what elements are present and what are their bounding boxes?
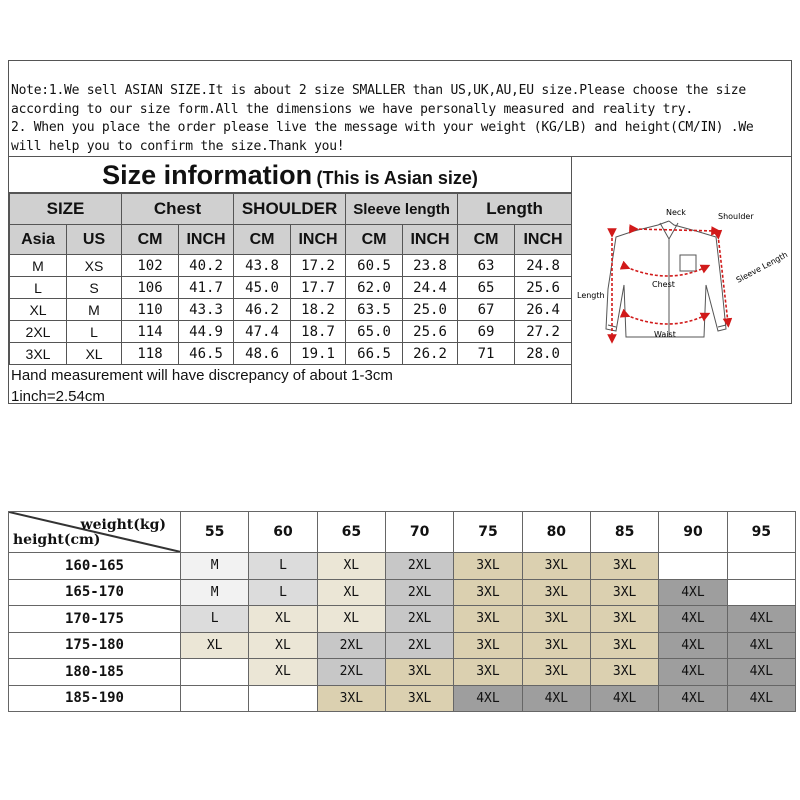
recommended-size-cell: 2XL xyxy=(317,632,385,659)
subheader: INCH xyxy=(179,225,234,255)
height-row xyxy=(9,632,796,659)
recommended-size-cell: 4XL xyxy=(659,606,727,633)
height-range: 175-180 xyxy=(9,632,181,659)
note-line: according to our size form.All the dimensions we have personally measured and reality try. xyxy=(11,101,693,117)
size-row xyxy=(10,255,572,277)
size-row xyxy=(10,343,572,365)
size-cell: 114 xyxy=(122,321,179,343)
size-row xyxy=(10,277,572,299)
recommended-size-cell: XL xyxy=(317,579,385,606)
recommended-size-cell: XL xyxy=(181,632,249,659)
size-cell: 67 xyxy=(458,299,515,321)
recommended-size-cell: 4XL xyxy=(659,685,727,712)
height-row xyxy=(9,579,796,606)
recommended-size-cell: 3XL xyxy=(454,579,522,606)
weight-header: 85 xyxy=(590,512,658,553)
size-cell: 23.8 xyxy=(403,255,458,277)
size-chart-section xyxy=(8,60,792,404)
recommended-size-cell: L xyxy=(249,579,317,606)
recommended-size-cell: XL xyxy=(317,606,385,633)
weight-header: 80 xyxy=(522,512,590,553)
recommended-size-cell: 3XL xyxy=(385,685,453,712)
size-cell: 43.3 xyxy=(179,299,234,321)
size-cell: 18.7 xyxy=(291,321,346,343)
size-cell: M xyxy=(67,299,122,321)
height-row xyxy=(9,606,796,633)
size-cell: 19.1 xyxy=(291,343,346,365)
recommended-size-cell xyxy=(249,685,317,712)
size-title-main: Size information xyxy=(102,160,313,190)
size-cell: 46.5 xyxy=(179,343,234,365)
header-shoulder: SHOULDER xyxy=(234,194,346,225)
subheader: US xyxy=(67,225,122,255)
size-cell: 66.5 xyxy=(346,343,403,365)
recommended-size-cell xyxy=(181,659,249,686)
recommended-size-cell xyxy=(727,553,795,580)
shirt-measure-illustration xyxy=(572,157,791,404)
measurement-notes xyxy=(9,365,571,407)
recommended-size-cell: 4XL xyxy=(659,632,727,659)
weight-header: 70 xyxy=(385,512,453,553)
recommended-size-cell: 4XL xyxy=(727,606,795,633)
recommended-size-cell: 2XL xyxy=(385,579,453,606)
waist-label: Waist xyxy=(654,330,676,339)
size-table xyxy=(9,193,572,365)
recommended-size-cell xyxy=(727,579,795,606)
size-cell: 41.7 xyxy=(179,277,234,299)
size-cell: 17.2 xyxy=(291,255,346,277)
size-cell: 27.2 xyxy=(515,321,572,343)
size-cell: XL xyxy=(10,299,67,321)
subheader: Asia xyxy=(10,225,67,255)
recommended-size-cell: 3XL xyxy=(590,606,658,633)
weight-header: 60 xyxy=(249,512,317,553)
recommended-size-cell: 3XL xyxy=(522,659,590,686)
height-row xyxy=(9,685,796,712)
size-cell: 2XL xyxy=(10,321,67,343)
note-line: will help you to confirm the size.Thank you! xyxy=(11,138,345,154)
size-cell: 63.5 xyxy=(346,299,403,321)
size-cell: 3XL xyxy=(10,343,67,365)
size-row xyxy=(10,321,572,343)
size-title-sub: (This is Asian size) xyxy=(316,168,478,188)
recommended-size-cell: 3XL xyxy=(454,659,522,686)
recommended-size-cell: 4XL xyxy=(659,659,727,686)
subheader: CM xyxy=(346,225,403,255)
size-cell: 26.2 xyxy=(403,343,458,365)
weight-label: weight(kg) xyxy=(80,517,166,533)
size-cell: 48.6 xyxy=(234,343,291,365)
recommended-size-cell: 4XL xyxy=(522,685,590,712)
size-cell: 65 xyxy=(458,277,515,299)
size-row xyxy=(10,299,572,321)
height-row xyxy=(9,553,796,580)
height-range: 180-185 xyxy=(9,659,181,686)
recommended-size-cell: 3XL xyxy=(522,606,590,633)
size-cell: L xyxy=(10,277,67,299)
size-cell: 62.0 xyxy=(346,277,403,299)
chest-label: Chest xyxy=(652,280,675,289)
size-cell: 47.4 xyxy=(234,321,291,343)
recommended-size-cell: 3XL xyxy=(590,632,658,659)
note-line: Note:1.We sell ASIAN SIZE.It is about 2 size SMALLER than US,UK,AU,EU size.Please choose the size xyxy=(11,83,746,98)
size-cell: 110 xyxy=(122,299,179,321)
size-cell: 26.4 xyxy=(515,299,572,321)
size-cell: 60.5 xyxy=(346,255,403,277)
subheader: CM xyxy=(234,225,291,255)
height-range: 160-165 xyxy=(9,553,181,580)
weight-header: 65 xyxy=(317,512,385,553)
size-cell: 106 xyxy=(122,277,179,299)
inch-conversion-note: 1inch=2.54cm xyxy=(11,388,105,405)
size-cell: 45.0 xyxy=(234,277,291,299)
subheader: INCH xyxy=(515,225,572,255)
recommended-size-cell: 3XL xyxy=(590,553,658,580)
recommended-size-cell xyxy=(181,685,249,712)
size-cell: 17.7 xyxy=(291,277,346,299)
recommended-size-cell: 4XL xyxy=(590,685,658,712)
recommended-size-cell: 3XL xyxy=(522,632,590,659)
neck-label: Neck xyxy=(666,208,686,217)
size-cell: 65.0 xyxy=(346,321,403,343)
header-length: Length xyxy=(458,194,572,225)
recommended-size-cell: 3XL xyxy=(454,553,522,580)
recommended-size-cell: 4XL xyxy=(454,685,522,712)
recommended-size-cell: 3XL xyxy=(522,579,590,606)
recommended-size-cell: 2XL xyxy=(385,606,453,633)
size-information xyxy=(9,157,571,404)
size-cell: 25.0 xyxy=(403,299,458,321)
subheader: INCH xyxy=(291,225,346,255)
recommended-size-cell: XL xyxy=(317,553,385,580)
size-cell: 118 xyxy=(122,343,179,365)
recommended-size-cell: 3XL xyxy=(590,579,658,606)
size-cell: 46.2 xyxy=(234,299,291,321)
discrepancy-note: Hand measurement will have discrepancy of about 1-3cm xyxy=(11,367,393,384)
height-range: 170-175 xyxy=(9,606,181,633)
recommended-size-cell: 3XL xyxy=(522,553,590,580)
recommended-size-cell: 2XL xyxy=(317,659,385,686)
size-cell: 24.8 xyxy=(515,255,572,277)
size-cell: 25.6 xyxy=(403,321,458,343)
height-row xyxy=(9,659,796,686)
subheader: INCH xyxy=(403,225,458,255)
recommended-size-cell: 3XL xyxy=(317,685,385,712)
size-cell: 18.2 xyxy=(291,299,346,321)
recommended-size-cell: L xyxy=(181,606,249,633)
subheader: CM xyxy=(458,225,515,255)
shirt-diagram xyxy=(571,157,791,404)
size-cell: 24.4 xyxy=(403,277,458,299)
recommended-size-cell: M xyxy=(181,553,249,580)
recommended-size-cell: M xyxy=(181,579,249,606)
size-cell: 43.8 xyxy=(234,255,291,277)
height-label: height(cm) xyxy=(13,532,101,548)
length-label: Length xyxy=(577,291,605,300)
size-cell: 69 xyxy=(458,321,515,343)
weight-header: 75 xyxy=(454,512,522,553)
header-size: SIZE xyxy=(10,194,122,225)
size-cell: S xyxy=(67,277,122,299)
size-note xyxy=(9,61,791,157)
size-cell: M xyxy=(10,255,67,277)
size-cell: 44.9 xyxy=(179,321,234,343)
recommended-size-cell: L xyxy=(249,553,317,580)
recommended-size-cell: 2XL xyxy=(385,553,453,580)
size-cell: 40.2 xyxy=(179,255,234,277)
recommended-size-cell: XL xyxy=(249,606,317,633)
recommended-size-cell: 3XL xyxy=(590,659,658,686)
recommended-size-cell xyxy=(659,553,727,580)
height-range: 185-190 xyxy=(9,685,181,712)
size-cell: 25.6 xyxy=(515,277,572,299)
size-cell: 63 xyxy=(458,255,515,277)
height-range: 165-170 xyxy=(9,579,181,606)
weight-height-table xyxy=(8,511,796,712)
size-cell: 71 xyxy=(458,343,515,365)
recommended-size-cell: 3XL xyxy=(454,606,522,633)
weight-header: 90 xyxy=(659,512,727,553)
recommended-size-cell: 4XL xyxy=(727,685,795,712)
size-cell: L xyxy=(67,321,122,343)
recommended-size-cell: XL xyxy=(249,632,317,659)
size-cell: 28.0 xyxy=(515,343,572,365)
size-cell: 102 xyxy=(122,255,179,277)
recommended-size-cell: 4XL xyxy=(727,659,795,686)
size-cell: XL xyxy=(67,343,122,365)
weight-header: 95 xyxy=(727,512,795,553)
weight-height-header xyxy=(9,512,181,553)
header-chest: Chest xyxy=(122,194,234,225)
size-title xyxy=(9,157,571,193)
shoulder-label: Shoulder xyxy=(718,212,754,221)
recommended-size-cell: 2XL xyxy=(385,632,453,659)
subheader: CM xyxy=(122,225,179,255)
size-cell: XS xyxy=(67,255,122,277)
header-sleeve-length: Sleeve length xyxy=(346,194,458,225)
note-line: 2. When you place the order please live the message with your weight (KG/LB) and height(CM/IN) .We xyxy=(11,120,754,135)
recommended-size-cell: 4XL xyxy=(727,632,795,659)
recommended-size-cell: XL xyxy=(249,659,317,686)
recommended-size-cell: 3XL xyxy=(385,659,453,686)
recommended-size-cell: 4XL xyxy=(659,579,727,606)
recommended-size-cell: 3XL xyxy=(454,632,522,659)
weight-header: 55 xyxy=(181,512,249,553)
sleeve-label: Sleeve Length xyxy=(734,250,790,285)
